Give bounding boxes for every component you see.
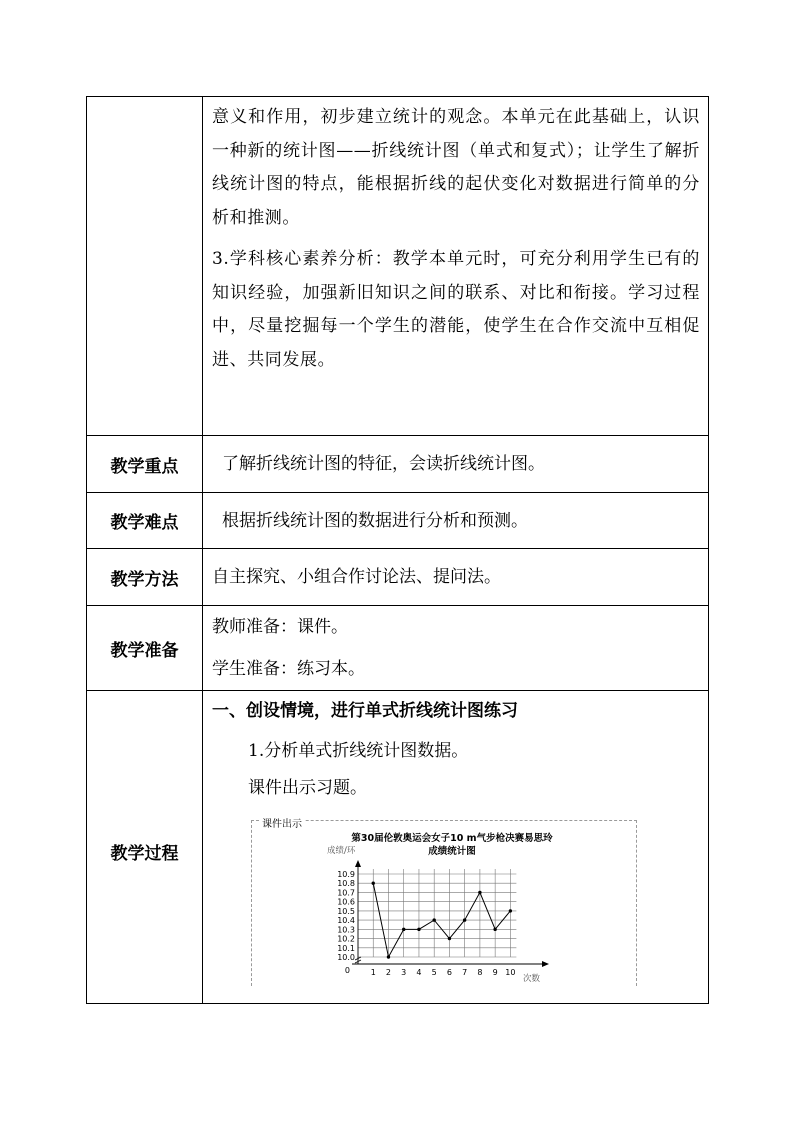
data-point bbox=[463, 918, 466, 921]
difficulties-cell bbox=[203, 493, 709, 549]
data-point bbox=[402, 928, 405, 931]
y-axis-arrow bbox=[355, 860, 361, 867]
x-tick-label: 7 bbox=[462, 968, 468, 977]
x-tick-label: 1 bbox=[370, 968, 376, 977]
data-point bbox=[478, 891, 481, 894]
data-point bbox=[432, 918, 435, 921]
courseware-chart-box bbox=[251, 820, 637, 986]
process-cell bbox=[203, 691, 709, 1004]
difficulties-label: 教学难点 bbox=[87, 493, 203, 549]
y-tick-label: 10.8 bbox=[337, 879, 355, 889]
chart-y-axis-label: 成绩/环 bbox=[327, 846, 356, 856]
data-point bbox=[417, 928, 420, 931]
chart-origin-label: 0 bbox=[344, 966, 350, 975]
y-tick-label: 10.6 bbox=[337, 897, 355, 907]
data-point bbox=[448, 937, 451, 940]
difficulties-text: 根据折线统计图的数据进行分析和预测。 bbox=[222, 510, 528, 531]
y-tick-label: 10.0 bbox=[337, 953, 355, 962]
preparation-cell bbox=[203, 606, 709, 691]
data-point bbox=[387, 955, 390, 958]
courseware-callout: 课件出示 bbox=[259, 815, 305, 830]
intro-paragraph-1: 意义和作用，初步建立统计的观念。本单元在此基础上，认识一种新的统计图——折线统计图（单式和复式）；让学生了解折线统计图的特点，能根据折线的起伏变化对数据进行简单的分析和推测。 bbox=[212, 107, 700, 228]
x-axis-arrow bbox=[542, 961, 549, 967]
difficulties-row bbox=[87, 493, 709, 549]
intro-label-cell bbox=[87, 97, 203, 436]
process-step-1: 1.分析单式折线统计图数据。 bbox=[248, 741, 469, 761]
teacher-prep-text: 教师准备：课件。 bbox=[212, 617, 348, 637]
preparation-label: 教学准备 bbox=[87, 606, 203, 691]
intro-row bbox=[87, 97, 709, 436]
y-tick-label: 10.1 bbox=[337, 943, 355, 953]
x-tick-label: 8 bbox=[477, 968, 483, 977]
methods-row bbox=[87, 549, 709, 606]
data-point bbox=[372, 882, 375, 885]
process-step-2: 课件出示习题。 bbox=[248, 778, 367, 798]
chart-title-line2: 成绩统计图 bbox=[428, 846, 476, 857]
methods-text: 自主探究、小组合作讨论法、提问法。 bbox=[212, 567, 501, 587]
data-point bbox=[509, 909, 512, 912]
student-prep-text: 学生准备：练习本。 bbox=[212, 659, 365, 679]
chart-title-line1: 第30届伦敦奥运会女子10 m气步枪决赛易思玲 bbox=[351, 833, 553, 844]
key-points-label: 教学重点 bbox=[87, 436, 203, 493]
process-heading: 一、创设情境，进行单式折线统计图练习 bbox=[212, 701, 518, 721]
lesson-plan-table bbox=[86, 96, 709, 1004]
intro-content-cell bbox=[203, 97, 709, 436]
x-tick-label: 10 bbox=[505, 968, 516, 977]
x-tick-label: 3 bbox=[401, 968, 407, 977]
x-tick-label: 2 bbox=[385, 968, 392, 977]
intro-paragraph-2: 3.学科核心素养分析：教学本单元时，可充分利用学生已有的知识经验，加强新旧知识之间的联系、对比和衔接。学习过程中，尽量挖掘每一个学生的潜能，使学生在合作交流中互相促进、共同发展。 bbox=[212, 249, 700, 370]
y-tick-label: 10.5 bbox=[337, 906, 355, 916]
chart-x-axis-label: 次数 bbox=[523, 974, 541, 984]
methods-cell bbox=[203, 549, 709, 606]
x-tick-label: 9 bbox=[492, 968, 498, 977]
key-points-text: 了解折线统计图的特征，会读折线统计图。 bbox=[222, 454, 545, 474]
preparation-row bbox=[87, 606, 709, 691]
data-point bbox=[493, 928, 496, 931]
process-label: 教学过程 bbox=[87, 691, 203, 1004]
x-tick-label: 6 bbox=[446, 968, 452, 977]
x-tick-label: 5 bbox=[431, 968, 437, 977]
y-tick-label: 10.7 bbox=[337, 888, 355, 898]
y-tick-label: 10.4 bbox=[337, 916, 355, 926]
y-tick-label: 10.3 bbox=[337, 925, 355, 935]
key-points-row bbox=[87, 436, 709, 493]
y-tick-label: 10.2 bbox=[337, 934, 355, 944]
key-points-cell bbox=[203, 436, 709, 493]
methods-label: 教学方法 bbox=[87, 549, 203, 606]
process-row bbox=[87, 691, 709, 1004]
y-tick-label: 10.9 bbox=[337, 870, 355, 879]
x-tick-label: 4 bbox=[416, 968, 422, 977]
line-chart bbox=[252, 821, 636, 986]
